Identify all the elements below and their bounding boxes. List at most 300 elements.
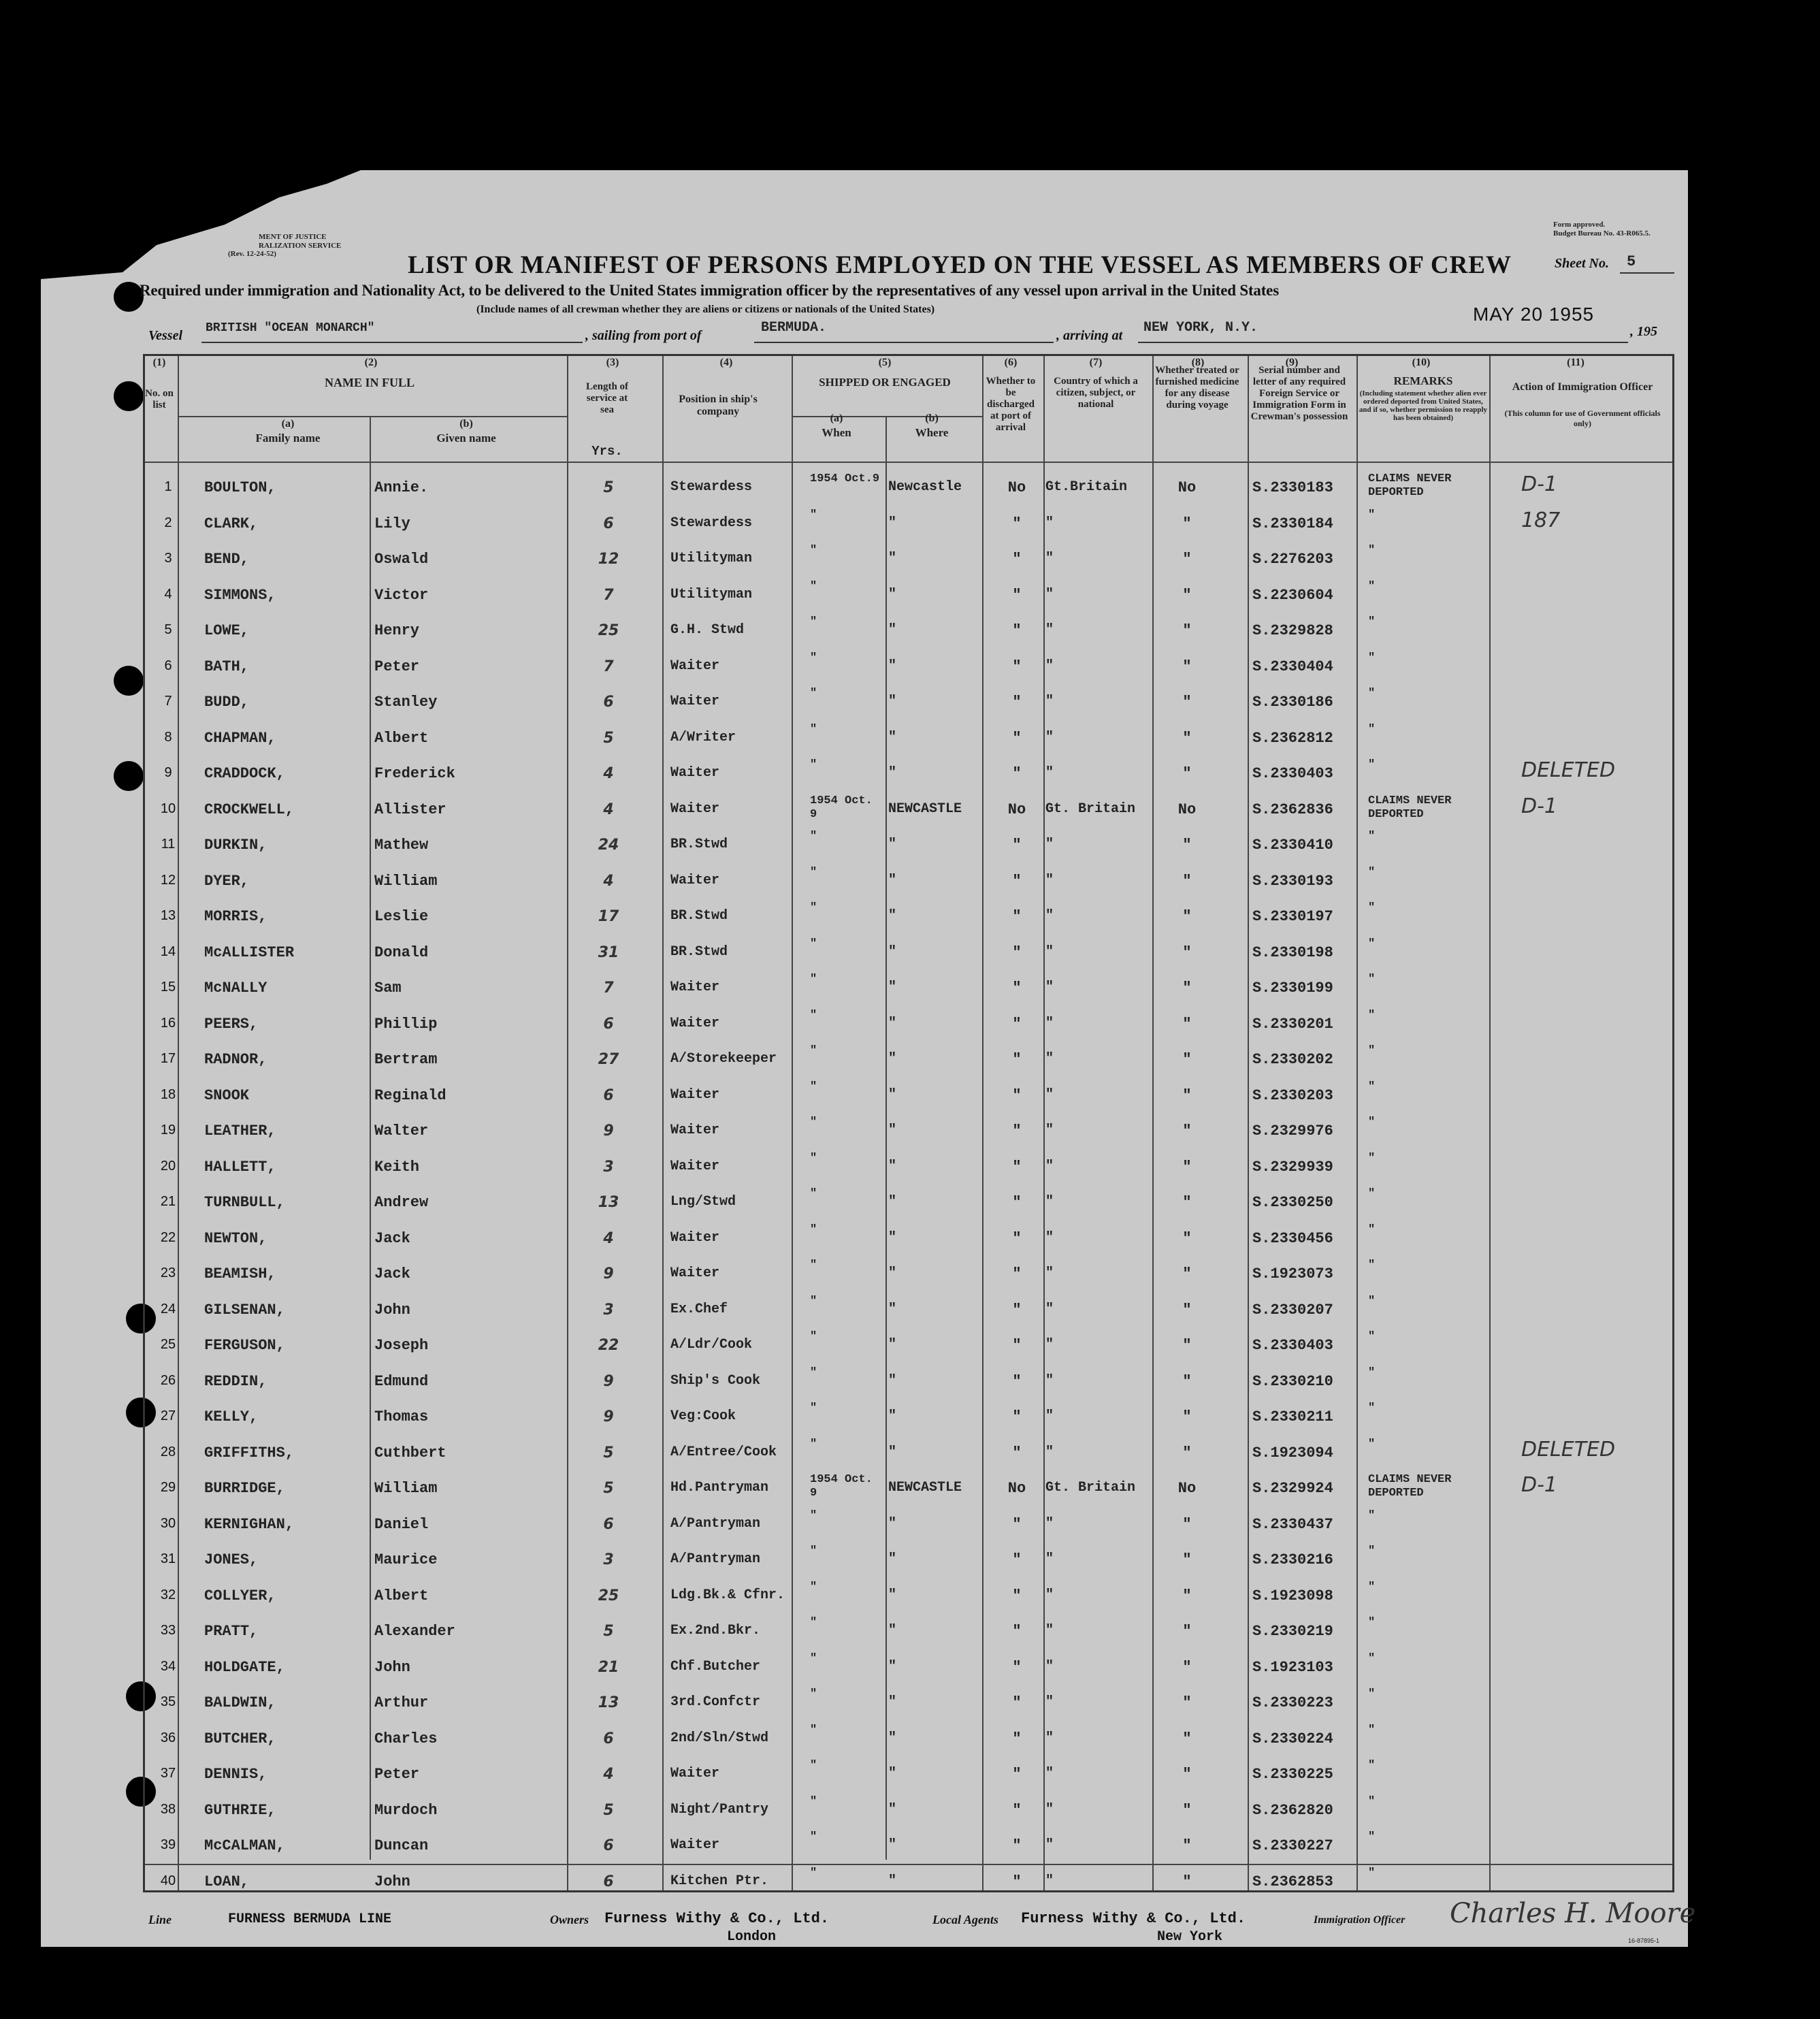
cell-disch: No <box>1007 479 1026 496</box>
colnum: (3) <box>606 357 619 368</box>
cell-serial: S.2330404 <box>1252 658 1333 675</box>
cell-treated: " <box>1182 1158 1192 1176</box>
header-length: Length of service at sea <box>585 381 629 415</box>
cell-remarks: " <box>1368 1080 1376 1093</box>
cell-no: 37 <box>160 1766 176 1781</box>
cell-disch: " <box>1012 765 1022 782</box>
cell-when: " <box>810 1187 817 1200</box>
form-subtitle: Required under immigration and Nationality Act, to be delivered to the United States immigration officer by the representatives of any vessel upon arrival in the United States <box>140 282 1279 299</box>
cell-no: 29 <box>160 1480 176 1495</box>
cell-when: " <box>810 901 817 914</box>
cell-remarks: " <box>1368 651 1376 664</box>
cell-family: RADNOR, <box>204 1051 267 1068</box>
cell-where: " <box>888 1086 897 1103</box>
cell-disch: " <box>1012 1086 1022 1104</box>
cell-given: Allister <box>374 801 446 818</box>
table-row <box>0 1578 1820 1614</box>
cell-serial: S.2330202 <box>1252 1051 1333 1068</box>
cell-position: Waiter <box>670 1086 720 1103</box>
cell-where: " <box>888 1122 897 1138</box>
cell-country: " <box>1045 1444 1054 1460</box>
cell-given: Stanley <box>374 694 438 711</box>
cell-where: " <box>888 1694 897 1710</box>
arriving-value: NEW YORK, N.Y. <box>1143 320 1258 336</box>
table-row <box>0 1613 1820 1649</box>
cell-yrs: 7 <box>603 586 614 604</box>
cell-family: GRIFFITHS, <box>204 1444 295 1461</box>
cell-treated: " <box>1182 1301 1192 1319</box>
cell-where: " <box>888 1229 897 1246</box>
cell-country: " <box>1045 586 1054 602</box>
table-row <box>0 1542 1820 1578</box>
table-row <box>0 1078 1820 1114</box>
table-row <box>0 1256 1820 1292</box>
cell-country: " <box>1045 1408 1054 1424</box>
cell-when: " <box>810 937 817 950</box>
cell-family: GILSENAN, <box>204 1301 285 1319</box>
cell-remarks: " <box>1368 1687 1376 1700</box>
cell-position: Lng/Stwd <box>670 1194 736 1210</box>
cell-remarks: " <box>1368 865 1376 879</box>
header-where-b: (b) <box>925 413 939 424</box>
cell-serial: S.2330456 <box>1252 1229 1333 1247</box>
table-row <box>0 1327 1820 1363</box>
table-row <box>0 1435 1820 1471</box>
cell-serial: S.2330224 <box>1252 1730 1333 1747</box>
cell-serial: S.2330250 <box>1252 1194 1333 1211</box>
cell-when: " <box>810 1830 817 1843</box>
cell-no: 11 <box>161 837 176 852</box>
cell-disch: " <box>1012 908 1022 925</box>
cell-country: " <box>1045 1229 1054 1246</box>
cell-disch: " <box>1012 1801 1022 1819</box>
cell-when: 1954 Oct. 9 <box>810 1473 873 1500</box>
cell-yrs: 6 <box>603 1730 614 1747</box>
cell-treated: " <box>1182 1623 1192 1640</box>
header-where: Where <box>915 426 949 439</box>
cell-no: 34 <box>160 1658 176 1674</box>
cell-remarks: " <box>1368 1723 1376 1737</box>
cell-serial: S.2330193 <box>1252 872 1333 890</box>
cell-when: " <box>810 615 817 628</box>
cell-yrs: 6 <box>603 1086 614 1104</box>
cell-country: " <box>1045 1801 1054 1818</box>
cell-remarks: " <box>1368 687 1376 700</box>
cell-serial: S.2362853 <box>1252 1873 1333 1890</box>
colnum: (4) <box>719 357 733 368</box>
cell-position: Waiter <box>670 801 720 817</box>
cell-country: " <box>1045 1766 1054 1781</box>
cell-disch: " <box>1012 1122 1022 1140</box>
cell-family: BUDD, <box>204 694 250 711</box>
cell-remarks: " <box>1368 1651 1376 1665</box>
cell-no: 28 <box>160 1444 176 1459</box>
cell-country: " <box>1045 1158 1054 1174</box>
cell-remarks: " <box>1368 1794 1376 1808</box>
cell-family: HOLDGATE, <box>204 1658 285 1676</box>
cell-no: 36 <box>160 1730 176 1745</box>
cell-disch: " <box>1012 1444 1022 1461</box>
cell-country: " <box>1045 1873 1054 1889</box>
cell-no: 32 <box>160 1587 176 1602</box>
officer-signature: Charles H. Moore <box>1450 1898 1696 1929</box>
cell-country: " <box>1045 1122 1054 1138</box>
cell-disch: " <box>1012 872 1022 890</box>
cell-yrs: 9 <box>603 1122 614 1140</box>
cell-remarks: " <box>1368 508 1376 521</box>
cell-given: Reginald <box>374 1086 446 1104</box>
cell-serial: S.2330216 <box>1252 1551 1333 1568</box>
cell-country: " <box>1045 908 1054 924</box>
cell-yrs: 6 <box>603 694 614 711</box>
cell-country: " <box>1045 658 1054 674</box>
cell-serial: S.2330223 <box>1252 1694 1333 1711</box>
cell-treated: No <box>1177 479 1197 496</box>
cell-given: Joseph <box>374 1337 429 1354</box>
cell-yrs: 6 <box>603 1015 614 1033</box>
cell-disch: " <box>1012 1265 1022 1282</box>
cell-yrs: 9 <box>603 1372 614 1390</box>
colnum: (11) <box>1567 357 1585 368</box>
cell-serial: S.2330186 <box>1252 694 1333 711</box>
table-row <box>0 1221 1820 1257</box>
cell-no: 23 <box>160 1265 176 1280</box>
cell-disch: No <box>1007 801 1026 818</box>
cell-disch: " <box>1012 1873 1022 1890</box>
cell-country: " <box>1045 1337 1054 1353</box>
cell-position: A/Entree/Cook <box>670 1444 777 1460</box>
cell-country: " <box>1045 1658 1054 1675</box>
cell-where: " <box>888 1408 897 1424</box>
cell-given: Keith <box>374 1158 420 1176</box>
sheet-underline <box>1620 272 1674 274</box>
cell-family: CHAPMAN, <box>204 729 276 747</box>
cell-family: BATH, <box>204 658 250 675</box>
cell-country: Gt.Britain <box>1045 479 1128 495</box>
cell-where: " <box>888 1015 897 1031</box>
cell-disch: " <box>1012 1301 1022 1319</box>
page-title: LIST OR MANIFEST OF PERSONS EMPLOYED ON THE VESSEL AS MEMBERS OF CREW <box>408 251 1512 279</box>
table-row <box>0 720 1820 756</box>
cell-family: CLARK, <box>204 515 259 532</box>
header-given-name: Given name <box>436 432 496 445</box>
table-row <box>0 577 1820 613</box>
cell-no: 5 <box>164 622 172 637</box>
cell-disch: " <box>1012 1372 1022 1390</box>
cell-disch: " <box>1012 1408 1022 1425</box>
table-row <box>0 1792 1820 1828</box>
cell-position: Hd.Pantryman <box>670 1480 769 1496</box>
table-row <box>0 470 1820 506</box>
cell-given: Murdoch <box>374 1801 438 1819</box>
cell-treated: " <box>1182 980 1192 997</box>
cell-country: " <box>1045 1051 1054 1067</box>
footer-agents-city: New York <box>1157 1929 1223 1945</box>
cell-treated: " <box>1182 1265 1192 1282</box>
cell-position: 3rd.Confctr <box>670 1694 761 1710</box>
cell-disch: " <box>1012 1837 1022 1854</box>
cell-given: William <box>374 872 438 890</box>
cell-yrs: 13 <box>598 1694 619 1711</box>
cell-when: " <box>810 865 817 879</box>
cell-family: PRATT, <box>204 1623 259 1640</box>
cell-position: Night/Pantry <box>670 1801 769 1818</box>
cell-position: G.H. Stwd <box>670 622 745 638</box>
cell-yrs: 6 <box>603 515 614 532</box>
vessel-value: BRITISH "OCEAN MONARCH" <box>206 321 375 335</box>
cell-family: SIMMONS, <box>204 586 276 604</box>
cell-disch: " <box>1012 1158 1022 1176</box>
cell-when: " <box>810 1366 817 1379</box>
cell-family: NEWTON, <box>204 1229 267 1247</box>
cell-treated: " <box>1182 1337 1192 1354</box>
cell-given: Donald <box>374 943 429 961</box>
cell-disch: " <box>1012 1730 1022 1747</box>
cell-yrs: 3 <box>603 1158 614 1176</box>
cell-when: " <box>810 579 817 593</box>
cell-where: " <box>888 1372 897 1389</box>
cell-remarks: " <box>1368 1008 1376 1022</box>
cell-country: " <box>1045 765 1054 781</box>
cell-where: " <box>888 765 897 781</box>
table-row <box>0 935 1820 971</box>
cell-position: BR.Stwd <box>670 837 728 852</box>
cell-family: LOAN, <box>204 1873 250 1890</box>
cell-disch: " <box>1012 515 1022 532</box>
cell-disch: " <box>1012 1194 1022 1211</box>
form-code: 16-87895-1 <box>1628 1937 1660 1944</box>
cell-when: " <box>810 1294 817 1308</box>
header-discharged: Whether to be discharged at port of arrival <box>986 376 1036 433</box>
cell-treated: " <box>1182 694 1192 711</box>
dept-line: RALIZATION SERVICE <box>259 241 342 250</box>
table-row <box>0 1113 1820 1149</box>
cell-treated: " <box>1182 586 1192 604</box>
cell-remarks: " <box>1368 544 1376 557</box>
cell-position: Waiter <box>670 658 720 674</box>
table-row <box>0 1756 1820 1792</box>
cell-when: " <box>810 651 817 664</box>
cell-when: " <box>810 830 817 843</box>
cell-serial: S.2330199 <box>1252 980 1333 997</box>
cell-when: " <box>810 1008 817 1022</box>
cell-position: Ex.Chef <box>670 1301 728 1317</box>
header-treated: Whether treated or furnished medicine for any disease during voyage <box>1155 365 1239 410</box>
cell-no: 1 <box>164 479 172 494</box>
cell-given: Peter <box>374 658 420 675</box>
cell-when: " <box>810 687 817 700</box>
cell-yrs: 24 <box>598 837 619 854</box>
cell-no: 8 <box>164 729 172 745</box>
cell-treated: No <box>1177 801 1197 818</box>
cell-yrs: 25 <box>598 622 619 639</box>
cell-no: 18 <box>160 1086 176 1102</box>
cell-given: Albert <box>374 729 429 747</box>
table-row <box>0 1006 1820 1042</box>
cell-treated: " <box>1182 1015 1192 1033</box>
cell-family: PEERS, <box>204 1015 259 1033</box>
cell-yrs: 22 <box>598 1337 619 1354</box>
cell-position: Utilityman <box>670 586 753 602</box>
cell-when: " <box>810 1723 817 1737</box>
cell-treated: " <box>1182 1551 1192 1568</box>
cell-action: D-1 <box>1521 1473 1558 1497</box>
cell-yrs: 21 <box>598 1658 619 1676</box>
cell-position: A/Pantryman <box>670 1551 761 1567</box>
cell-position: Waiter <box>670 694 720 709</box>
cell-country: " <box>1045 1551 1054 1567</box>
cell-no: 39 <box>160 1837 176 1852</box>
cell-where: NEWCASTLE <box>888 1480 962 1496</box>
cell-where: " <box>888 980 897 995</box>
cell-disch: " <box>1012 1515 1022 1533</box>
cell-where: " <box>888 1265 897 1281</box>
cell-treated: " <box>1182 1444 1192 1461</box>
footer-line-label: Line <box>148 1913 172 1926</box>
cell-remarks: " <box>1368 1223 1376 1236</box>
cell-position: Waiter <box>670 1837 720 1853</box>
cell-disch: " <box>1012 729 1022 747</box>
cell-treated: " <box>1182 1408 1192 1425</box>
colnum: (2) <box>364 357 378 368</box>
cell-serial: S.1923094 <box>1252 1444 1333 1461</box>
footer-owners-value: Furness Withy & Co., Ltd. <box>604 1910 830 1927</box>
cell-family: KERNIGHAN, <box>204 1515 295 1533</box>
cell-remarks: " <box>1368 1259 1376 1272</box>
cell-serial: S.2330203 <box>1252 1086 1333 1104</box>
cell-family: DURKIN, <box>204 837 267 854</box>
cell-given: Albert <box>374 1587 429 1604</box>
cell-where: " <box>888 1766 897 1781</box>
cell-given: Leslie <box>374 908 429 925</box>
cell-remarks: " <box>1368 758 1376 771</box>
cell-position: Waiter <box>670 765 720 781</box>
cell-remarks: " <box>1368 973 1376 986</box>
cell-yrs: 9 <box>603 1408 614 1425</box>
cell-where: " <box>888 658 897 674</box>
cell-no: 38 <box>160 1801 176 1817</box>
cell-no: 16 <box>160 1015 176 1031</box>
cell-family: BUTCHER, <box>204 1730 276 1747</box>
cell-when: " <box>810 1687 817 1700</box>
cell-yrs: 4 <box>603 1766 614 1783</box>
footer-officer-label: Immigration Officer <box>1314 1914 1405 1926</box>
cell-yrs: 4 <box>603 1229 614 1247</box>
cell-no: 9 <box>164 765 172 780</box>
cell-when: " <box>810 722 817 736</box>
header-name-in-full: NAME IN FULL <box>324 376 415 389</box>
cell-where: Newcastle <box>888 479 962 495</box>
cell-where: " <box>888 694 897 709</box>
cell-country: " <box>1045 694 1054 709</box>
footer-line-value: FURNESS BERMUDA LINE <box>228 1911 392 1927</box>
cell-serial: S.2330410 <box>1252 837 1333 854</box>
colnum: (1) <box>152 357 166 368</box>
cell-given: Annie. <box>374 479 429 496</box>
header-shipped: SHIPPED OR ENGAGED <box>819 376 951 389</box>
table-row <box>0 649 1820 685</box>
cell-country: " <box>1045 1086 1054 1103</box>
cell-remarks: " <box>1368 901 1376 914</box>
cell-country: " <box>1045 1194 1054 1210</box>
cell-when: " <box>810 544 817 557</box>
cell-serial: S.2276203 <box>1252 551 1333 568</box>
cell-when: " <box>810 1223 817 1236</box>
header-remarks: REMARKS <box>1393 374 1453 387</box>
cell-remarks: " <box>1368 937 1376 950</box>
cell-treated: " <box>1182 551 1192 568</box>
cell-position: Utilityman <box>670 551 753 566</box>
cell-yrs: 25 <box>598 1587 619 1604</box>
cell-remarks: CLAIMS NEVER DEPORTED <box>1368 794 1452 821</box>
cell-country: " <box>1045 872 1054 888</box>
cell-where: " <box>888 515 897 531</box>
cell-no: 27 <box>160 1408 176 1423</box>
cell-yrs: 5 <box>603 729 614 747</box>
cell-treated: " <box>1182 1587 1192 1604</box>
cell-remarks: " <box>1368 1116 1376 1129</box>
sailing-value: BERMUDA. <box>761 320 827 336</box>
approval-line: Form approved. <box>1553 221 1606 229</box>
cell-treated: " <box>1182 1801 1192 1819</box>
cell-serial: S.2330207 <box>1252 1301 1333 1319</box>
cell-position: Waiter <box>670 1229 720 1246</box>
cell-disch: " <box>1012 1658 1022 1676</box>
cell-serial: S.2329976 <box>1252 1122 1333 1140</box>
punch-hole <box>114 381 144 411</box>
cell-serial: S.2330403 <box>1252 765 1333 782</box>
cell-position: 2nd/Sln/Stwd <box>670 1730 769 1746</box>
cell-disch: " <box>1012 980 1022 997</box>
cell-country: " <box>1045 1623 1054 1638</box>
header-remarks-note: (Including statement whether alien ever ordered deported from United States, and if so, whether permission to reapply has been obtained) <box>1359 389 1488 422</box>
cell-no: 35 <box>160 1694 176 1709</box>
table-row <box>0 1399 1820 1435</box>
cell-country: " <box>1045 1372 1054 1389</box>
table-row <box>0 1184 1820 1221</box>
cell-serial: S.2330437 <box>1252 1515 1333 1533</box>
cell-treated: " <box>1182 1229 1192 1247</box>
cell-yrs: 27 <box>598 1051 619 1068</box>
cell-family: DYER, <box>204 872 250 890</box>
cell-position: Waiter <box>670 1265 720 1281</box>
cell-when: " <box>810 1116 817 1129</box>
cell-position: A/Storekeeper <box>670 1051 777 1067</box>
cell-remarks: " <box>1368 1759 1376 1772</box>
cell-where: " <box>888 1444 897 1460</box>
cell-remarks: " <box>1368 1330 1376 1343</box>
cell-where: NEWCASTLE <box>888 801 962 817</box>
cell-serial: S.2330227 <box>1252 1837 1333 1854</box>
cell-when: " <box>810 1580 817 1594</box>
cell-country: " <box>1045 1837 1054 1853</box>
cell-where: " <box>888 1587 897 1603</box>
cell-position: A/Pantryman <box>670 1515 761 1532</box>
cell-family: SNOOK <box>204 1086 250 1104</box>
cell-serial: S.2329924 <box>1252 1480 1333 1497</box>
cell-no: 4 <box>164 586 172 602</box>
cell-where: " <box>888 1337 897 1353</box>
cell-position: Kitchen Ptr. <box>670 1873 769 1889</box>
cell-family: FERGUSON, <box>204 1337 285 1354</box>
cell-position: Waiter <box>670 1158 720 1174</box>
cell-disch: " <box>1012 622 1022 639</box>
cell-when: " <box>810 1545 817 1557</box>
cell-yrs: 9 <box>603 1265 614 1282</box>
cell-given: Walter <box>374 1122 429 1140</box>
cell-country: " <box>1045 1694 1054 1710</box>
cell-disch: " <box>1012 551 1022 568</box>
